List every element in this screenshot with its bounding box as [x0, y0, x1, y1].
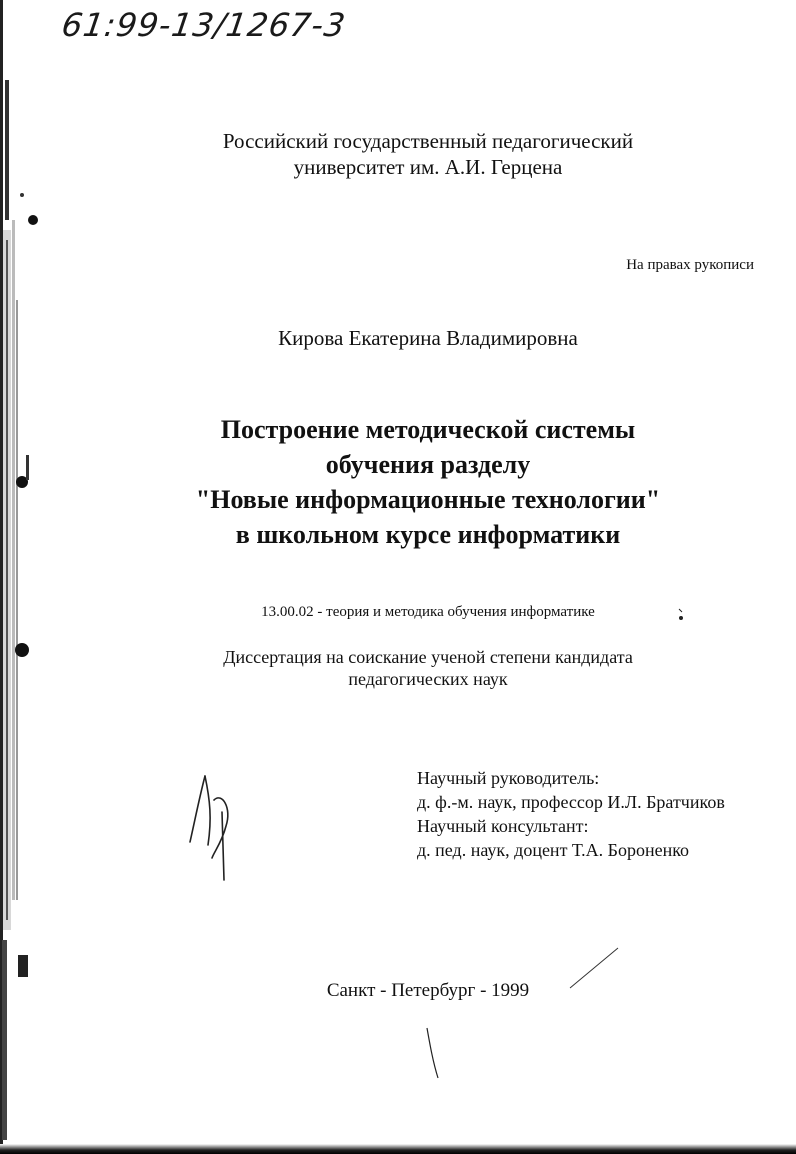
pencil-stroke: [570, 948, 618, 988]
specialty-code: 13.00.02 - теория и методика обучения информатике: [261, 604, 595, 620]
scan-bottom-edge: [0, 1144, 796, 1154]
handwritten-signature: [190, 776, 228, 880]
rights-note: На правах рукописи: [626, 257, 754, 273]
title-line-3: "Новые информационные технологии": [195, 485, 661, 514]
ink-speck-2: [679, 609, 682, 612]
ink-speck: [679, 616, 683, 620]
title-line-1: Построение методической системы: [220, 415, 636, 444]
title-line-4: в школьном курсе информатики: [235, 520, 621, 549]
university-line-2: университет им. А.И. Герцена: [293, 155, 563, 179]
supervisor-label: Научный руководитель:: [417, 768, 600, 788]
consultant-label: Научный консультант:: [417, 816, 589, 836]
city-year: Санкт - Петербург - 1999: [326, 980, 530, 1001]
supervisor-name: д. ф.-м. наук, профессор И.Л. Братчиков: [417, 792, 725, 812]
archive-code: 61:99-13/1267-3: [59, 6, 349, 44]
title-line-2: обучения разделу: [325, 450, 531, 479]
university-line-1: Российский государственный педагогический: [222, 129, 634, 153]
degree-line-1: Диссертация на соискание ученой степени кандидата: [223, 647, 633, 667]
degree-line-2: педагогических наук: [348, 669, 508, 689]
consultant-name: д. пед. наук, доцент Т.А. Бороненко: [417, 840, 690, 860]
pencil-stroke-2: [427, 1028, 438, 1078]
author-name: Кирова Екатерина Владимировна: [278, 326, 578, 350]
